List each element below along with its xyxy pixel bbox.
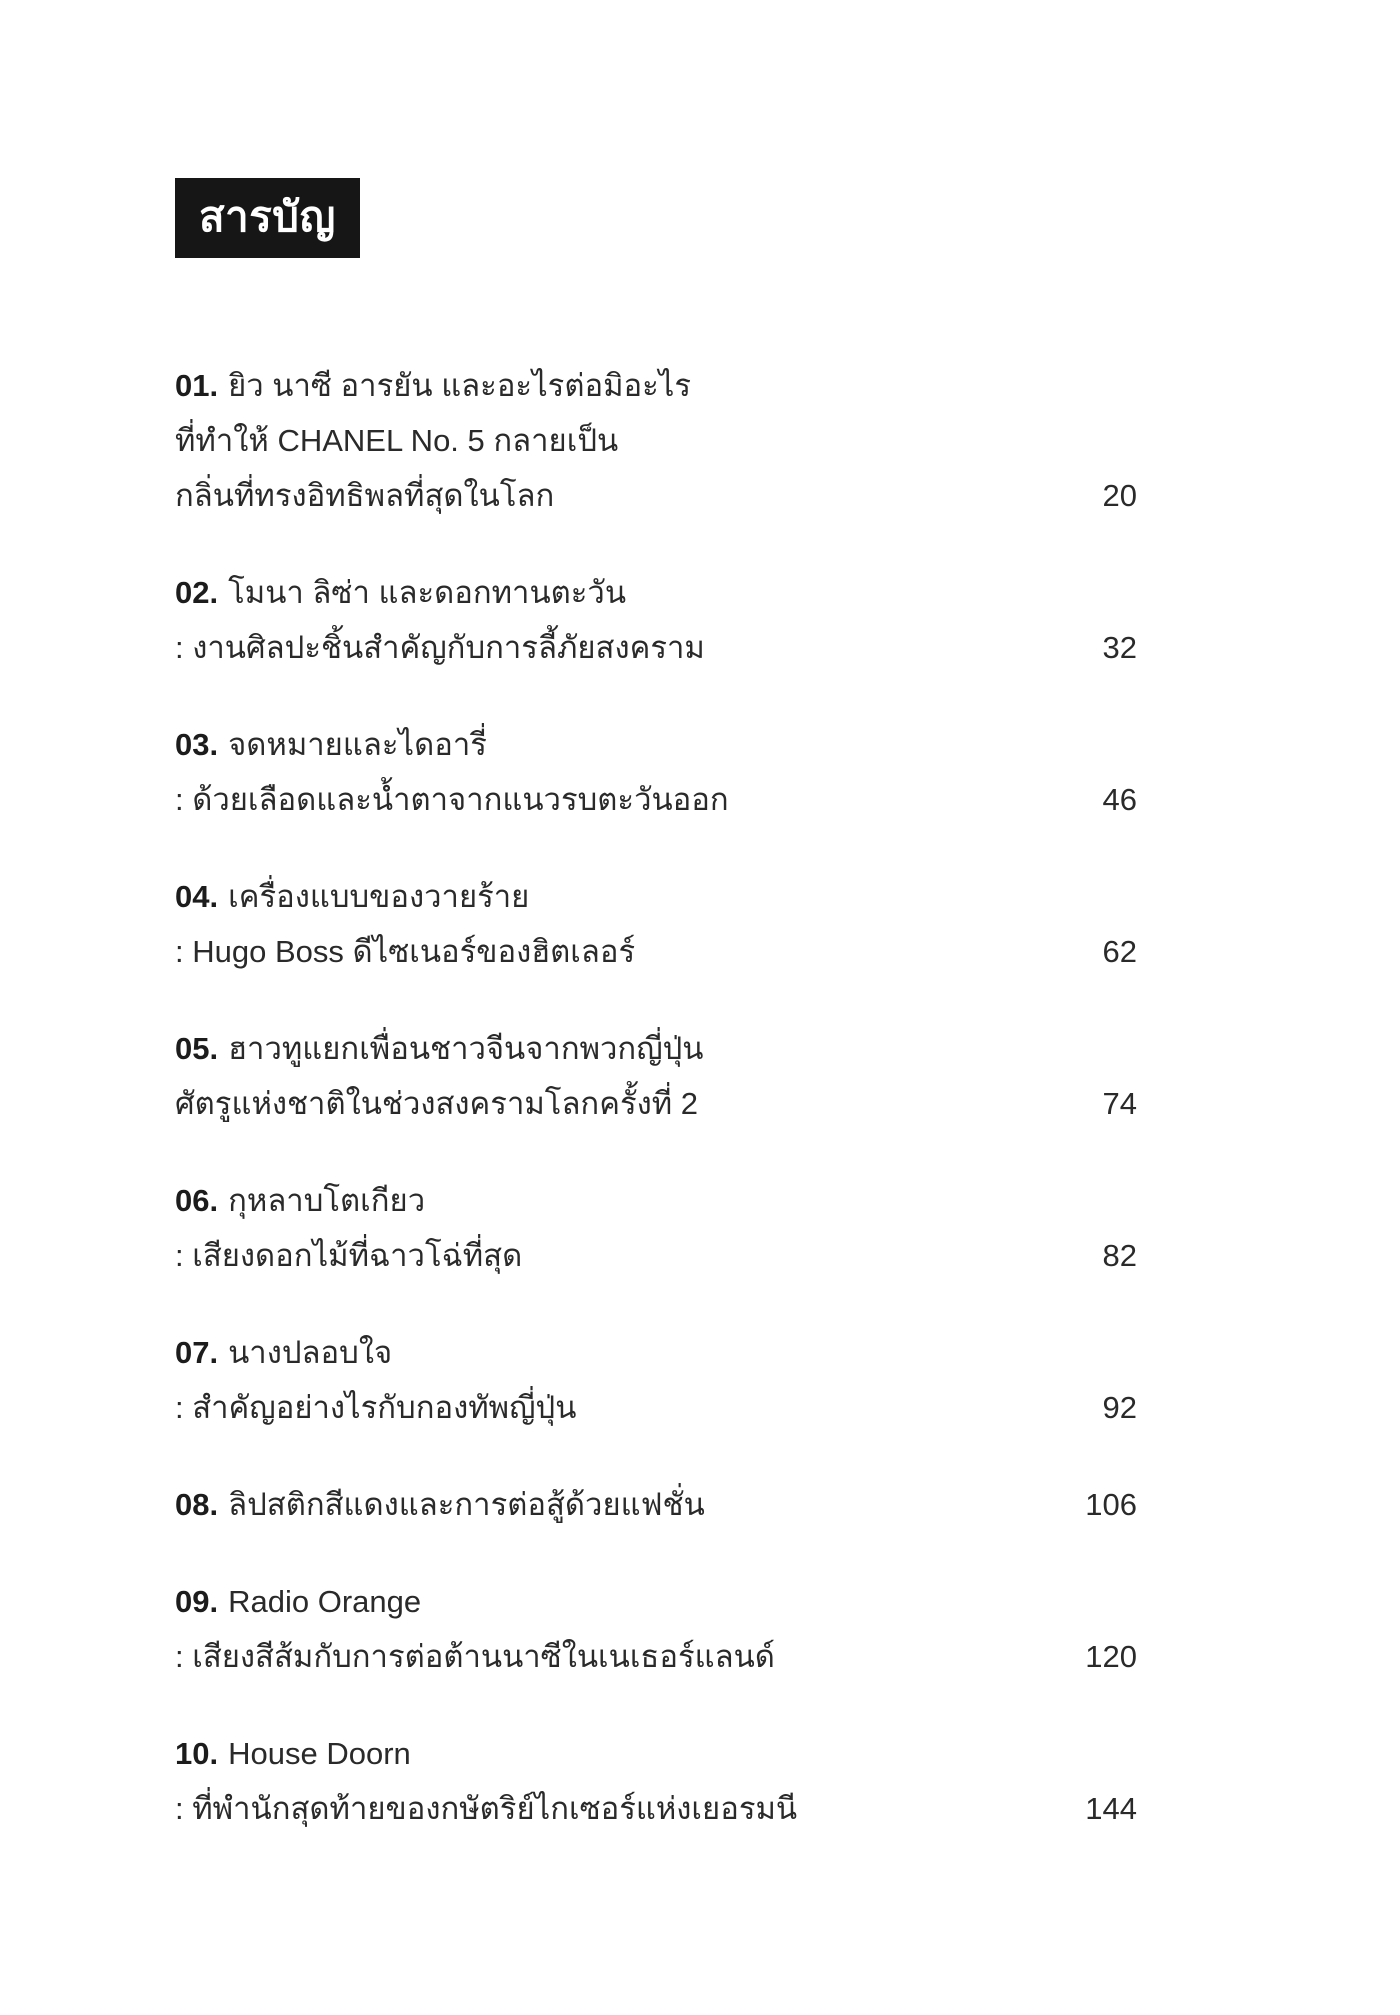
entry-page-number: 144 [1085,1791,1137,1826]
entry-line: 10. House Doorn [175,1736,411,1771]
entry-page-number: 82 [1102,1238,1137,1273]
entry-number: 02. [175,575,219,610]
entry-title [175,717,995,827]
entry-line: : งานศิลปะชิ้นสำคัญกับการลี้ภัยสงคราม [175,630,705,665]
entry-title [175,565,995,675]
entry-number: 10. [175,1736,219,1771]
entry-page-number: 120 [1085,1639,1137,1674]
entry-number: 05. [175,1031,219,1066]
entry-title [175,869,995,979]
entry-line: กลิ่นที่ทรงอิทธิพลที่สุดในโลก [175,478,555,513]
entry-line: : ที่พำนักสุดท้ายของกษัตริย์ไกเซอร์แห่งเยอรมนี [175,1791,798,1826]
entry-line: : Hugo Boss ดีไซเนอร์ของฮิตเลอร์ [175,934,636,969]
entry-number: 07. [175,1335,219,1370]
entry-line: ที่ทำให้ CHANEL No. 5 กลายเป็น [175,423,619,458]
entry-line: 08. ลิปสติกสีแดงและการต่อสู้ด้วยแฟชั่น [175,1487,705,1522]
entry-title [175,1574,995,1684]
toc-entry [175,1477,1137,1532]
entry-number: 06. [175,1183,219,1218]
toc-entry [175,717,1137,827]
page-title: สารบัญ [175,178,360,258]
entry-line: 06. กุหลาบโตเกียว [175,1183,426,1218]
entry-line: 05. ฮาวทูแยกเพื่อนชาวจีนจากพวกญี่ปุ่น [175,1031,704,1066]
entry-title [175,1726,995,1836]
entry-title [175,1173,995,1283]
entry-line: : ด้วยเลือดและน้ำตาจากแนวรบตะวันออก [175,782,729,817]
entry-line: 03. จดหมายและไดอารี่ [175,727,487,762]
entry-number: 09. [175,1584,219,1619]
entry-number: 08. [175,1487,219,1522]
entry-number: 01. [175,368,219,403]
entry-title [175,1477,995,1532]
entry-number: 03. [175,727,219,762]
entry-line: 09. Radio Orange [175,1584,422,1619]
entry-page-number: 62 [1102,934,1137,969]
entry-line: : เสียงดอกไม้ที่ฉาวโฉ่ที่สุด [175,1238,523,1273]
toc-entry [175,358,1137,523]
entry-title [175,358,995,523]
entry-line: 04. เครื่องแบบของวายร้าย [175,879,530,914]
entry-title [175,1325,995,1435]
entry-page-number: 106 [1085,1487,1137,1522]
entry-line: ศัตรูแห่งชาติในช่วงสงครามโลกครั้งที่ 2 [175,1086,699,1121]
entry-number: 04. [175,879,219,914]
entry-page-number: 32 [1102,630,1137,665]
entry-page-number: 92 [1102,1390,1137,1425]
toc-entry [175,1726,1137,1836]
toc-entry [175,1173,1137,1283]
toc-entry [175,869,1137,979]
entry-line: 01. ยิว นาซี อารยัน และอะไรต่อมิอะไร [175,368,692,403]
toc-entry-list [175,358,1137,1836]
toc-entry [175,565,1137,675]
entry-page-number: 20 [1102,478,1137,513]
toc-content [175,178,1137,1878]
toc-entry [175,1021,1137,1131]
entry-line: : สำคัญอย่างไรกับกองทัพญี่ปุ่น [175,1390,577,1425]
entry-page-number: 74 [1102,1086,1137,1121]
toc-entry [175,1325,1137,1435]
entry-line: 07. นางปลอบใจ [175,1335,393,1370]
entry-line: : เสียงสีส้มกับการต่อต้านนาซีในเนเธอร์แลนด์ [175,1639,775,1674]
toc-entry [175,1574,1137,1684]
entry-page-number: 46 [1102,782,1137,817]
entry-title [175,1021,995,1131]
entry-line: 02. โมนา ลิซ่า และดอกทานตะวัน [175,575,627,610]
